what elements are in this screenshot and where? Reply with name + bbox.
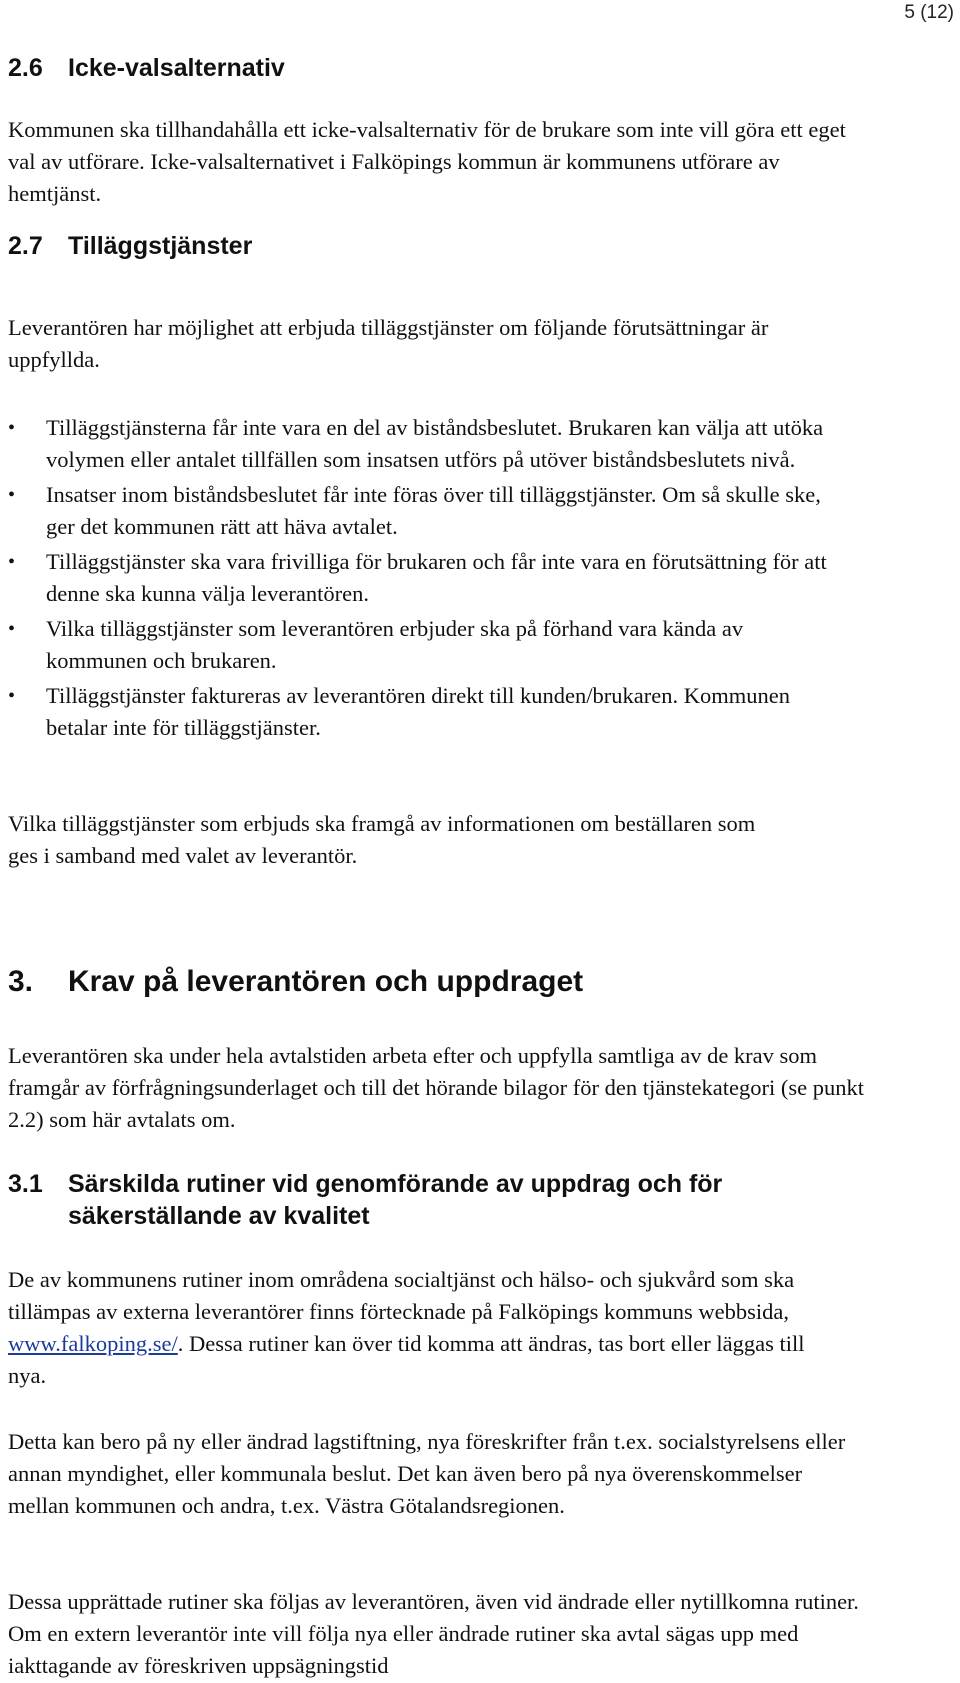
bullet-icon: •: [8, 618, 16, 640]
list-item: • Tilläggstjänsterna får inte vara en del av biståndsbeslutet. Brukaren kan välja att utöka volymen eller antalet tillfällen som insatsen utförs på utöver biståndsbeslutets nivå.: [8, 412, 838, 476]
paragraph-icke-valsalternativ: Kommunen ska tillhandahålla ett icke-valsalternativ för de brukare som inte vill göra ett eget val av utförare. Icke-valsalternativet i Falköpings kommun är kommunens utförare av hemtjänst.: [8, 117, 846, 206]
heading-3: [8, 964, 908, 1000]
heading-title-line-2: säkerställande av kvalitet: [68, 1202, 370, 1230]
paragraph-rutiner: De av kommunens rutiner inom områdena socialtjänst och hälso- och sjukvård som ska tillämpas av externa leverantörer finns förtecknade på Falköpings kommuns webbsida, www.falkoping.se/. Dessa rutiner kan över tid komma att ändras, tas bort eller läggas till nya.: [8, 1267, 805, 1388]
bullet-icon: •: [8, 551, 16, 573]
heading-3-1: [8, 1168, 908, 1232]
bullet-icon: •: [8, 417, 16, 439]
heading-title-line-1: Särskilda rutiner vid genomförande av uppdrag och för: [68, 1170, 723, 1198]
bullet-icon: •: [8, 484, 16, 506]
tillaggstjanster-conditions-list: [8, 412, 838, 747]
heading-title: Icke-valsalternativ: [68, 54, 285, 82]
heading-title: Krav på leverantören och uppdraget: [68, 965, 584, 998]
heading-2-6: [8, 52, 908, 84]
heading-number: 3.: [8, 965, 34, 998]
paragraph-krav: Leverantören ska under hela avtalstiden arbeta efter och uppfylla samtliga av de krav som framgår av förfrågningsunderlaget och till det hörande bilagor för den tjänstekategori (se punkt 2.2) som här avtalats om.: [8, 1043, 864, 1132]
heading-number: 2.6: [8, 54, 43, 82]
list-item: • Insatser inom biståndsbeslutet får inte föras över till tilläggstjänster. Om så skulle ske, ger det kommunen rätt att häva avtalet.: [8, 479, 838, 543]
paragraph-upprattade-rutiner: Dessa upprättade rutiner ska följas av leverantören, även vid ändrade eller nytillkomna rutiner. Om en extern leverantör inte vill följa nya eller ändrade rutiner ska avtal sägas upp med iakttagande av föreskriven uppsägningstid: [8, 1589, 859, 1678]
heading-2-7: [8, 230, 908, 262]
heading-number: 2.7: [8, 232, 43, 260]
list-item: • Tilläggstjänster faktureras av leverantören direkt till kunden/brukaren. Kommunen betalar inte för tilläggstjänster.: [8, 680, 838, 744]
falkoping-website-link[interactable]: www.falkoping.se/: [8, 1331, 178, 1356]
list-item: • Vilka tilläggstjänster som leverantören erbjuder ska på förhand vara kända av kommunen och brukaren.: [8, 613, 838, 677]
heading-title: Tilläggstjänster: [68, 232, 253, 260]
heading-number: 3.1: [8, 1170, 43, 1198]
heading-title: [68, 1168, 722, 1232]
paragraph-tillaggstjanster-intro: Leverantören har möjlighet att erbjuda tilläggstjänster om följande förutsättningar är uppfyllda.: [8, 315, 769, 372]
paragraph-lagstiftning: Detta kan bero på ny eller ändrad lagstiftning, nya föreskrifter från t.ex. socialstyrelsens eller annan myndighet, eller kommunala beslut. Det kan även bero på nya överenskommelser mellan kommunen och andra, t.ex. Västra Götalandsregionen.: [8, 1429, 846, 1518]
list-item: • Tilläggstjänster ska vara frivilliga för brukaren och får inte vara en förutsättning för att denne ska kunna välja leverantören.: [8, 546, 838, 610]
page-number: 5 (12): [904, 2, 954, 23]
bullet-icon: •: [8, 685, 16, 707]
paragraph-tillaggstjanster-info: Vilka tilläggstjänster som erbjuds ska framgå av informationen om beställaren som ges i samband med valet av leverantör.: [8, 811, 756, 868]
